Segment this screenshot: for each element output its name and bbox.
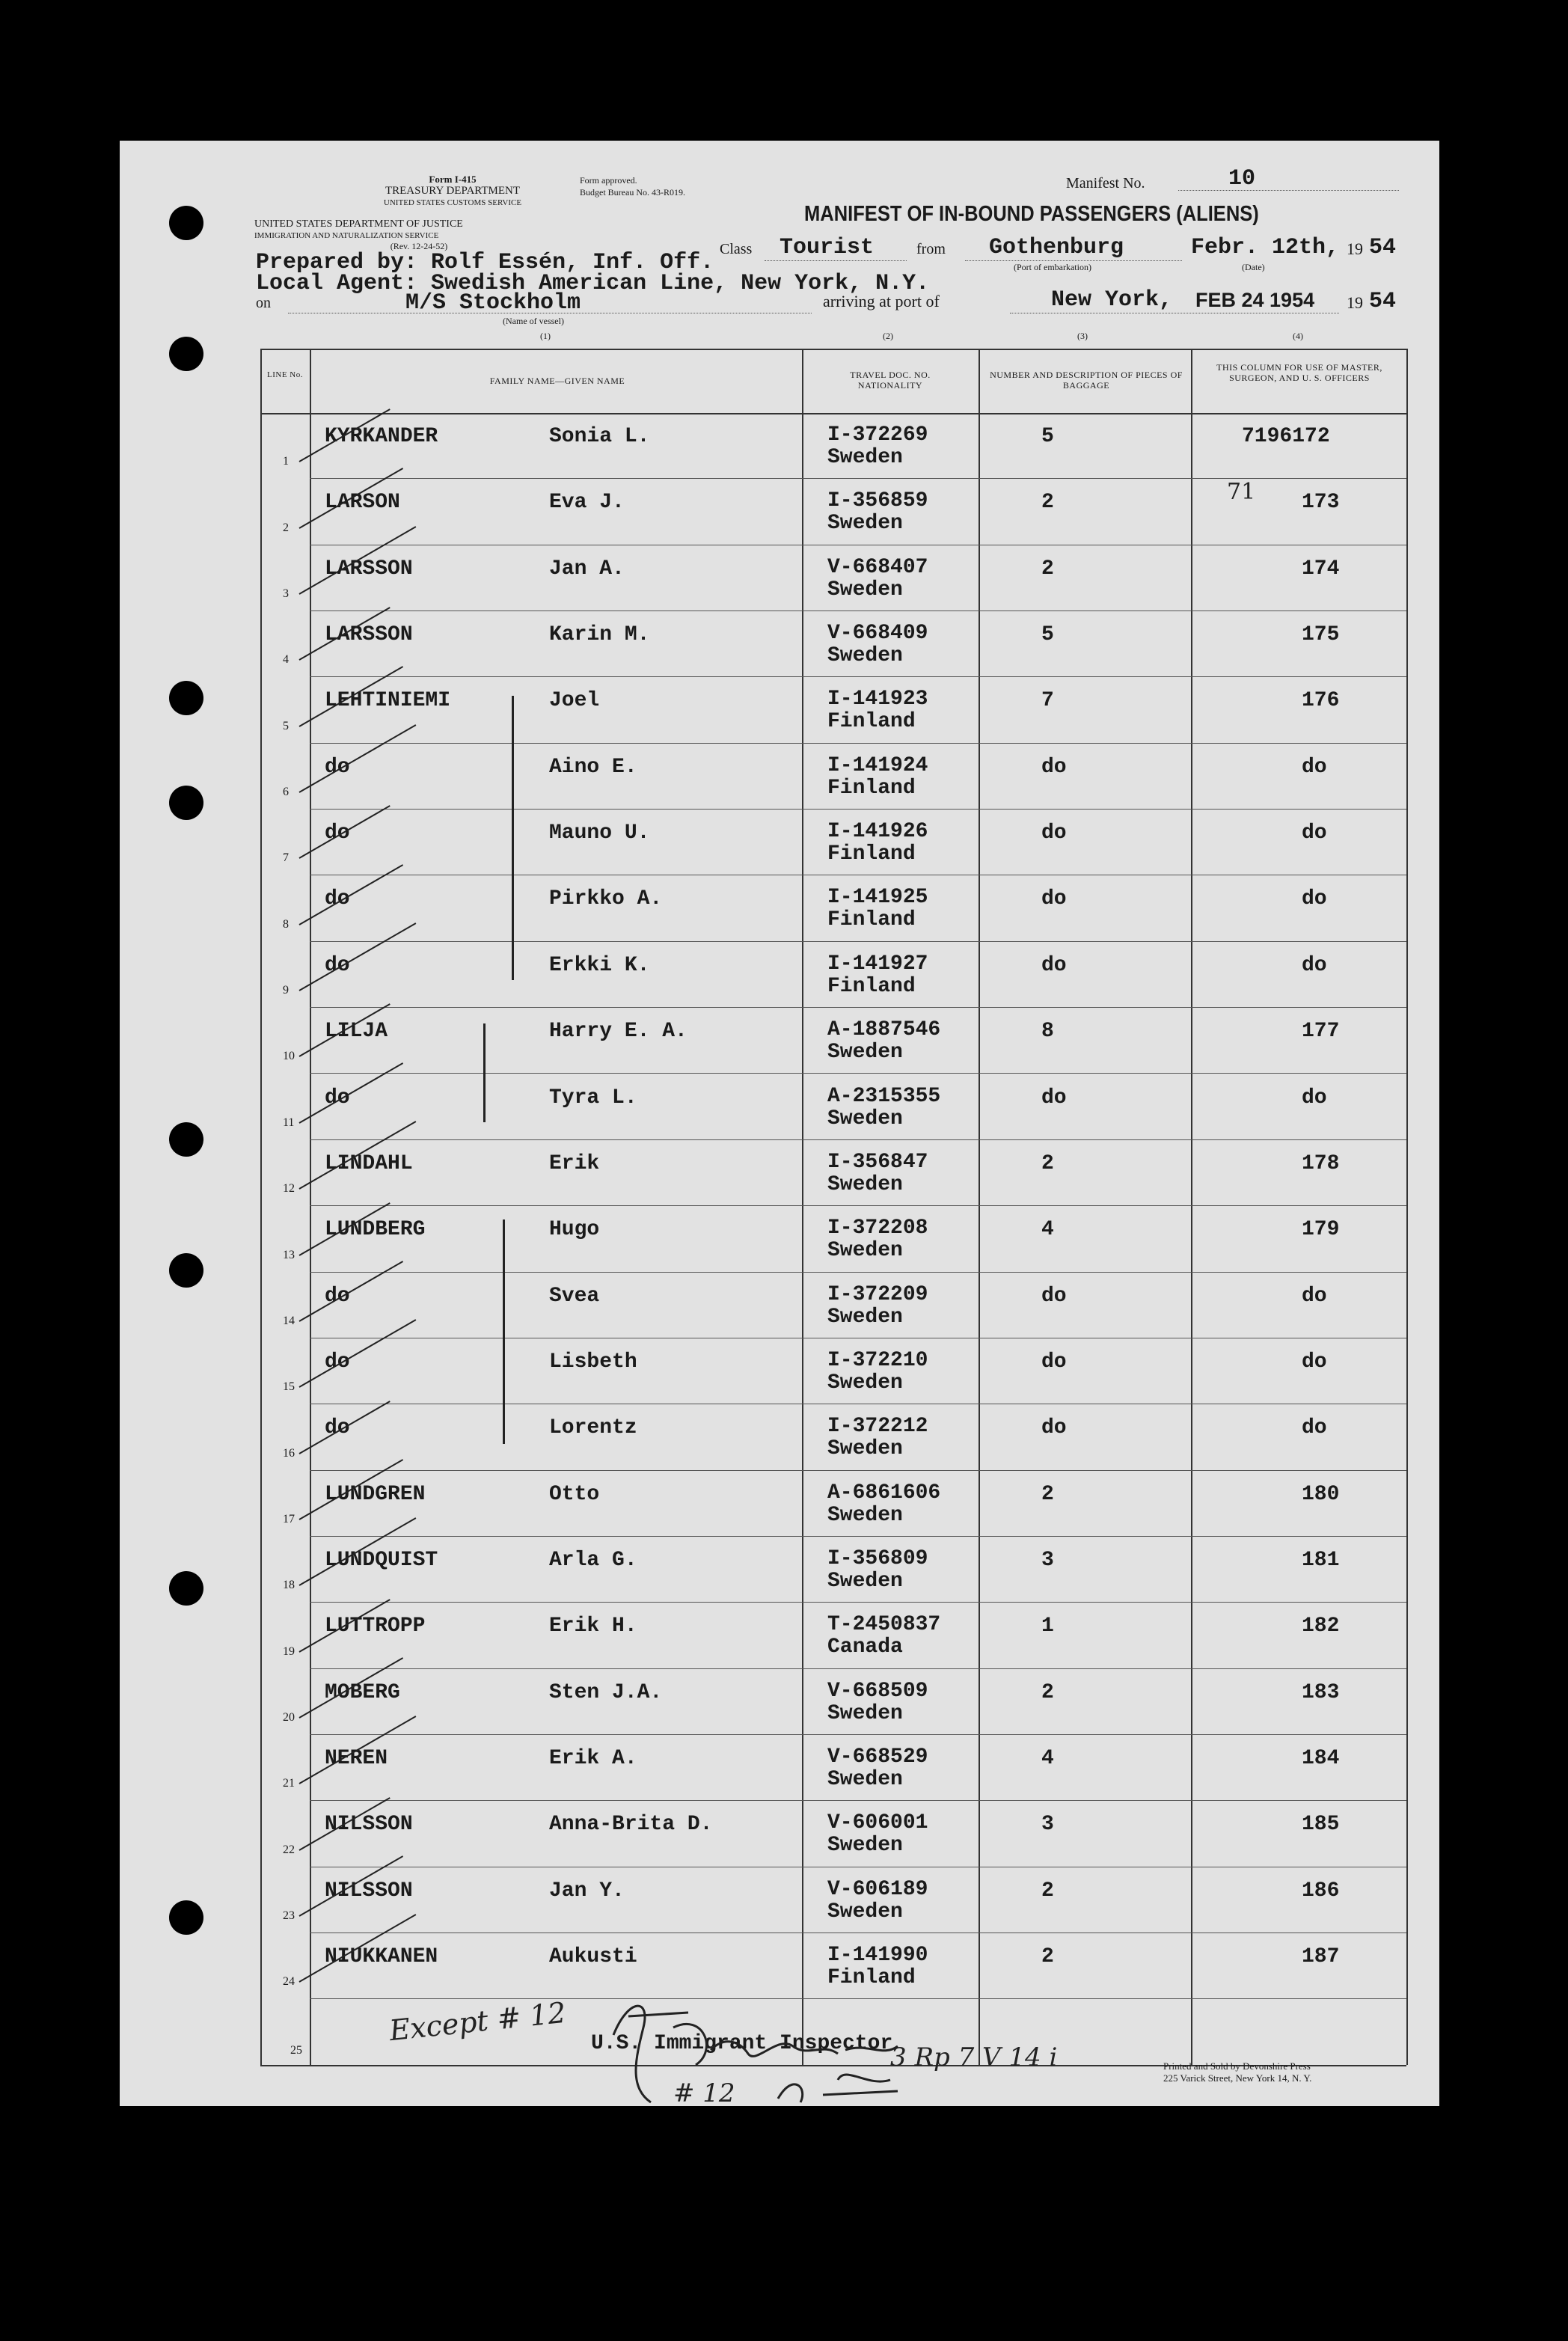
arrival-year-typed: 54 [1369, 289, 1397, 314]
nationality: Sweden [827, 1701, 903, 1725]
line-number: 5 [283, 719, 289, 732]
justice-dept: UNITED STATES DEPARTMENT OF JUSTICE [254, 218, 463, 230]
arrival-year-printed: 19 [1347, 293, 1363, 312]
baggage-count: do [1041, 821, 1067, 845]
nationality: Sweden [827, 1437, 903, 1461]
given-name: Lisbeth [549, 1350, 637, 1374]
baggage-count: 2 [1041, 491, 1054, 515]
nationality: Sweden [827, 446, 903, 469]
given-name: Tyra L. [549, 1086, 637, 1110]
line-number: 16 [283, 1446, 295, 1460]
printer-line-2: 225 Varick Street, New York 14, N. Y. [1163, 2072, 1312, 2084]
given-name: Aukusti [549, 1945, 637, 1969]
handwritten-tally: 3 Rp 7 V 14 i [890, 2042, 1058, 2072]
nationality: Finland [827, 842, 916, 866]
manifest-date: Febr. 12th, [1191, 235, 1340, 260]
officer-record-number: do [1302, 887, 1327, 911]
budget-bureau: Budget Bureau No. 43-R019. [580, 187, 685, 198]
manifest-no-line [1178, 190, 1399, 191]
given-name: Hugo [549, 1218, 600, 1242]
date-year-typed: 54 [1369, 235, 1397, 260]
given-name: Jan A. [549, 557, 625, 581]
baggage-count: 1 [1041, 1615, 1054, 1638]
printer-line-1: Printed and Sold by Devonshire Press [1163, 2060, 1311, 2072]
family-name: LUNDGREN [325, 1482, 426, 1506]
family-name: do [325, 1086, 350, 1110]
travel-doc-number: I-141924 [827, 753, 928, 777]
travel-doc-number: I-356859 [827, 489, 928, 513]
given-name: Erik A. [549, 1747, 637, 1770]
table-row [0, 1801, 1568, 1867]
travel-doc-number: I-141923 [827, 688, 928, 712]
baggage-count: 2 [1041, 1482, 1054, 1506]
given-name: Arla G. [549, 1548, 637, 1572]
family-name: do [325, 887, 350, 911]
family-name: do [325, 1416, 350, 1440]
travel-doc-number: I-141926 [827, 820, 928, 844]
family-name: do [325, 953, 350, 977]
col-num-1: (1) [540, 331, 551, 341]
travel-doc-number: V-668529 [827, 1745, 928, 1769]
family-name: do [325, 755, 350, 779]
officer-record-number: do [1302, 1416, 1327, 1440]
class-value: Tourist [780, 235, 875, 260]
table-row [0, 545, 1568, 611]
officer-record-number: 174 [1302, 557, 1340, 581]
binder-hole [169, 206, 203, 240]
table-row [0, 942, 1568, 1008]
line-number: 8 [283, 917, 289, 931]
nationality: Sweden [827, 1239, 903, 1263]
table-row [0, 1735, 1568, 1801]
baggage-count: do [1041, 755, 1067, 779]
from-line [965, 260, 1182, 261]
line-number: 23 [283, 1909, 295, 1923]
given-name: Anna-Brita D. [549, 1813, 713, 1837]
col-num-3: (3) [1077, 331, 1088, 341]
family-name: do [325, 1284, 350, 1308]
officer-record-number: 7196172 [1242, 425, 1330, 448]
given-name: Erkki K. [549, 953, 650, 977]
officer-record-number: 176 [1302, 689, 1340, 713]
family-name: do [325, 821, 350, 845]
given-name: Eva J. [549, 491, 625, 515]
family-name: LARSSON [325, 557, 413, 581]
col-header-line: LINE No. [267, 370, 303, 379]
line-number: 4 [283, 653, 289, 667]
line-number: 22 [283, 1843, 295, 1856]
binder-hole [169, 337, 203, 371]
family-name: LUNDQUIST [325, 1548, 438, 1572]
family-name: MOBERG [325, 1680, 400, 1704]
line-number: 3 [283, 587, 289, 601]
family-name: NIUKKANEN [325, 1945, 438, 1969]
travel-doc-number: V-606001 [827, 1811, 928, 1835]
line-number: 14 [283, 1314, 295, 1327]
given-name: Sten J.A. [549, 1680, 663, 1704]
customs-service: UNITED STATES CUSTOMS SERVICE [383, 198, 522, 207]
given-name: Otto [549, 1482, 600, 1506]
family-name: NILSSON [325, 1813, 413, 1837]
travel-doc-number: I-372269 [827, 423, 928, 447]
travel-doc-number: A-6861606 [827, 1481, 941, 1505]
baggage-count: do [1041, 1416, 1067, 1440]
date-caption: (Date) [1242, 262, 1265, 272]
col-header-name: FAMILY NAME—GIVEN NAME [489, 376, 625, 386]
baggage-count: 2 [1041, 1680, 1054, 1704]
family-name: LARSSON [325, 623, 413, 647]
travel-doc-number: I-141990 [827, 1944, 928, 1968]
travel-doc-number: T-2450837 [827, 1613, 941, 1637]
given-name: Harry E. A. [549, 1020, 687, 1044]
travel-doc-number: I-141927 [827, 952, 928, 976]
travel-doc-number: V-668509 [827, 1679, 928, 1703]
officer-record-number: do [1302, 1284, 1327, 1308]
revision: (Rev. 12-24-52) [390, 241, 448, 251]
given-name: Joel [549, 689, 600, 713]
inspector-signature [598, 1983, 928, 2110]
line-number: 2 [283, 521, 289, 534]
handwritten-case-number: # 12 [673, 2078, 735, 2108]
family-bracket [503, 1220, 505, 1444]
family-name: NILSSON [325, 1879, 413, 1903]
baggage-count: do [1041, 1350, 1067, 1374]
line-number: 9 [283, 984, 289, 997]
family-name: do [325, 1350, 350, 1374]
travel-doc-number: V-668407 [827, 555, 928, 579]
baggage-count: 2 [1041, 1879, 1054, 1903]
officer-record-number: 183 [1302, 1680, 1340, 1704]
baggage-count: do [1041, 1086, 1067, 1110]
officer-record-number: 181 [1302, 1548, 1340, 1572]
check-mark [299, 806, 391, 860]
line-number: 19 [283, 1644, 295, 1658]
arriving-label: arriving at port of [823, 292, 940, 310]
baggage-count: 7 [1041, 689, 1054, 713]
family-name: LUNDBERG [325, 1218, 426, 1242]
given-name: Mauno U. [549, 821, 650, 845]
baggage-count: 4 [1041, 1747, 1054, 1770]
officer-record-number: 173 [1302, 491, 1340, 515]
family-bracket [512, 696, 514, 980]
line-number: 15 [283, 1380, 295, 1394]
col-num-2: (2) [883, 331, 893, 341]
nationality: Sweden [827, 1107, 903, 1130]
nationality: Sweden [827, 1900, 903, 1924]
table-row [0, 1273, 1568, 1338]
officer-record-number: 180 [1302, 1482, 1340, 1506]
officer-record-number: 185 [1302, 1813, 1340, 1837]
vessel-caption: (Name of vessel) [503, 316, 564, 326]
given-name: Sonia L. [549, 425, 650, 448]
table-row [0, 1867, 1568, 1933]
family-bracket [483, 1023, 486, 1122]
officer-record-number: do [1302, 1086, 1327, 1110]
line-number: 18 [283, 1579, 295, 1592]
line-number: 10 [283, 1050, 295, 1063]
nationality: Sweden [827, 1503, 903, 1527]
manifest-no-label: Manifest No. [1066, 175, 1145, 192]
on-label: on [256, 295, 271, 311]
officer-record-number: 187 [1302, 1945, 1340, 1969]
travel-doc-number: I-372210 [827, 1348, 928, 1372]
manifest-no-value: 10 [1228, 166, 1256, 192]
travel-doc-number: A-2315355 [827, 1084, 941, 1108]
family-name: LEHTINIEMI [325, 689, 451, 713]
nationality: Sweden [827, 1371, 903, 1395]
officer-record-number: do [1302, 821, 1327, 845]
line-number: 20 [283, 1710, 295, 1724]
line-25-number: 25 [290, 2044, 302, 2057]
handwritten-note: 71 [1227, 479, 1256, 506]
travel-doc-number: V-606189 [827, 1877, 928, 1901]
line-number: 1 [283, 455, 289, 468]
col-header-baggage: NUMBER AND DESCRIPTION OF PIECES OF BAGGAGE [990, 370, 1183, 391]
line-number: 24 [283, 1975, 295, 1989]
line-number: 7 [283, 851, 289, 865]
form-number: Form I-415 [429, 174, 477, 185]
ins-service: IMMIGRATION AND NATURALIZATION SERVICE [254, 231, 439, 240]
nationality: Sweden [827, 512, 903, 536]
arrival-port: New York, [1051, 287, 1173, 313]
family-name: LINDAHL [325, 1151, 413, 1175]
form-approved: Form approved. [580, 175, 637, 186]
nationality: Finland [827, 776, 916, 800]
col-header-doc: TRAVEL DOC. NO. NATIONALITY [850, 370, 931, 391]
family-name: LUTTROPP [325, 1615, 426, 1638]
baggage-count: 2 [1041, 1945, 1054, 1969]
given-name: Lorentz [549, 1416, 637, 1440]
given-name: Karin M. [549, 623, 650, 647]
nationality: Canada [827, 1635, 903, 1659]
officer-record-number: 182 [1302, 1615, 1340, 1638]
given-name: Pirkko A. [549, 887, 663, 911]
table-row [0, 1008, 1568, 1074]
table-row [0, 479, 1568, 545]
table-row [0, 1603, 1568, 1668]
line-number: 21 [283, 1777, 295, 1790]
family-name: LARSON [325, 491, 400, 515]
nationality: Finland [827, 974, 916, 998]
table-row [0, 1669, 1568, 1735]
baggage-count: 3 [1041, 1548, 1054, 1572]
table-row [0, 413, 1568, 479]
inspector-title: U.S. Immigrant Inspector [591, 2032, 893, 2055]
given-name: Erik [549, 1151, 600, 1175]
nationality: Finland [827, 1966, 916, 1990]
table-row [0, 1537, 1568, 1603]
officer-record-number: do [1302, 953, 1327, 977]
baggage-count: 3 [1041, 1813, 1054, 1837]
line-number: 13 [283, 1248, 295, 1261]
handwritten-except-note: Except # 12 [388, 1995, 568, 2048]
line-number: 11 [283, 1116, 295, 1129]
baggage-count: 2 [1041, 1151, 1054, 1175]
officer-record-number: 186 [1302, 1879, 1340, 1903]
officer-record-number: 178 [1302, 1151, 1340, 1175]
officer-record-number: do [1302, 755, 1327, 779]
table-row [0, 875, 1568, 941]
table-row [0, 744, 1568, 810]
nationality: Finland [827, 908, 916, 932]
travel-doc-number: I-372208 [827, 1217, 928, 1240]
table-row [0, 1140, 1568, 1206]
baggage-count: 2 [1041, 557, 1054, 581]
nationality: Sweden [827, 1305, 903, 1329]
line-number: 6 [283, 786, 289, 799]
treasury-dept: TREASURY DEPARTMENT [385, 185, 521, 197]
travel-doc-number: I-141925 [827, 886, 928, 910]
nationality: Sweden [827, 1834, 903, 1858]
travel-doc-number: V-668409 [827, 622, 928, 646]
nationality: Sweden [827, 644, 903, 668]
baggage-count: do [1041, 953, 1067, 977]
manifest-title: MANIFEST OF IN-BOUND PASSENGERS (ALIENS) [804, 202, 1259, 226]
line-number: 17 [283, 1512, 295, 1526]
table-row [0, 677, 1568, 743]
table-row [0, 810, 1568, 875]
local-agent: Local Agent: Swedish American Line, New York, N.Y. [256, 271, 930, 296]
nationality: Sweden [827, 1569, 903, 1593]
nationality: Sweden [827, 1172, 903, 1196]
class-label: Class [720, 241, 753, 257]
check-mark [299, 1401, 391, 1454]
baggage-count: 8 [1041, 1020, 1054, 1044]
embark-caption: (Port of embarkation) [1014, 262, 1091, 272]
travel-doc-number: A-1887546 [827, 1018, 941, 1042]
embark-port: Gothenburg [989, 235, 1124, 260]
baggage-count: 5 [1041, 425, 1054, 448]
col-header-officers: THIS COLUMN FOR USE OF MASTER, SURGEON, AND U. S. OFFICERS [1216, 362, 1382, 383]
arrival-date-stamp: FEB 24 1954 [1195, 289, 1315, 311]
from-label: from [916, 241, 946, 257]
nationality: Sweden [827, 578, 903, 602]
table-row [0, 1338, 1568, 1404]
family-name: NEREN [325, 1747, 388, 1770]
officer-record-number: 175 [1302, 623, 1340, 647]
officer-record-number: 179 [1302, 1218, 1340, 1242]
family-name: LILJA [325, 1020, 388, 1044]
baggage-count: 4 [1041, 1218, 1054, 1242]
baggage-count: 5 [1041, 623, 1054, 647]
given-name: Aino E. [549, 755, 637, 779]
officer-record-number: 177 [1302, 1020, 1340, 1044]
travel-doc-number: I-356847 [827, 1150, 928, 1174]
prepared-by: Prepared by: Rolf Essén, Inf. Off. [256, 250, 714, 275]
date-year-printed: 19 [1347, 239, 1363, 258]
nationality: Sweden [827, 1768, 903, 1791]
officer-record-number: do [1302, 1350, 1327, 1374]
family-name: KYRKANDER [325, 425, 438, 448]
table-row [0, 1404, 1568, 1470]
table-row [0, 1206, 1568, 1272]
travel-doc-number: I-372212 [827, 1415, 928, 1439]
travel-doc-number: I-372209 [827, 1282, 928, 1306]
nationality: Sweden [827, 1041, 903, 1065]
class-line [765, 260, 907, 261]
given-name: Svea [549, 1284, 600, 1308]
officer-record-number: 184 [1302, 1747, 1340, 1770]
given-name: Jan Y. [549, 1879, 625, 1903]
baggage-count: do [1041, 887, 1067, 911]
vessel-name: M/S Stockholm [405, 290, 581, 316]
nationality: Finland [827, 710, 916, 734]
given-name: Erik H. [549, 1615, 637, 1638]
table-row [0, 611, 1568, 677]
table-row [0, 1074, 1568, 1140]
col-num-4: (4) [1293, 331, 1303, 341]
travel-doc-number: I-356809 [827, 1546, 928, 1570]
baggage-count: do [1041, 1284, 1067, 1308]
table-row [0, 1471, 1568, 1537]
line-number: 12 [283, 1182, 295, 1196]
